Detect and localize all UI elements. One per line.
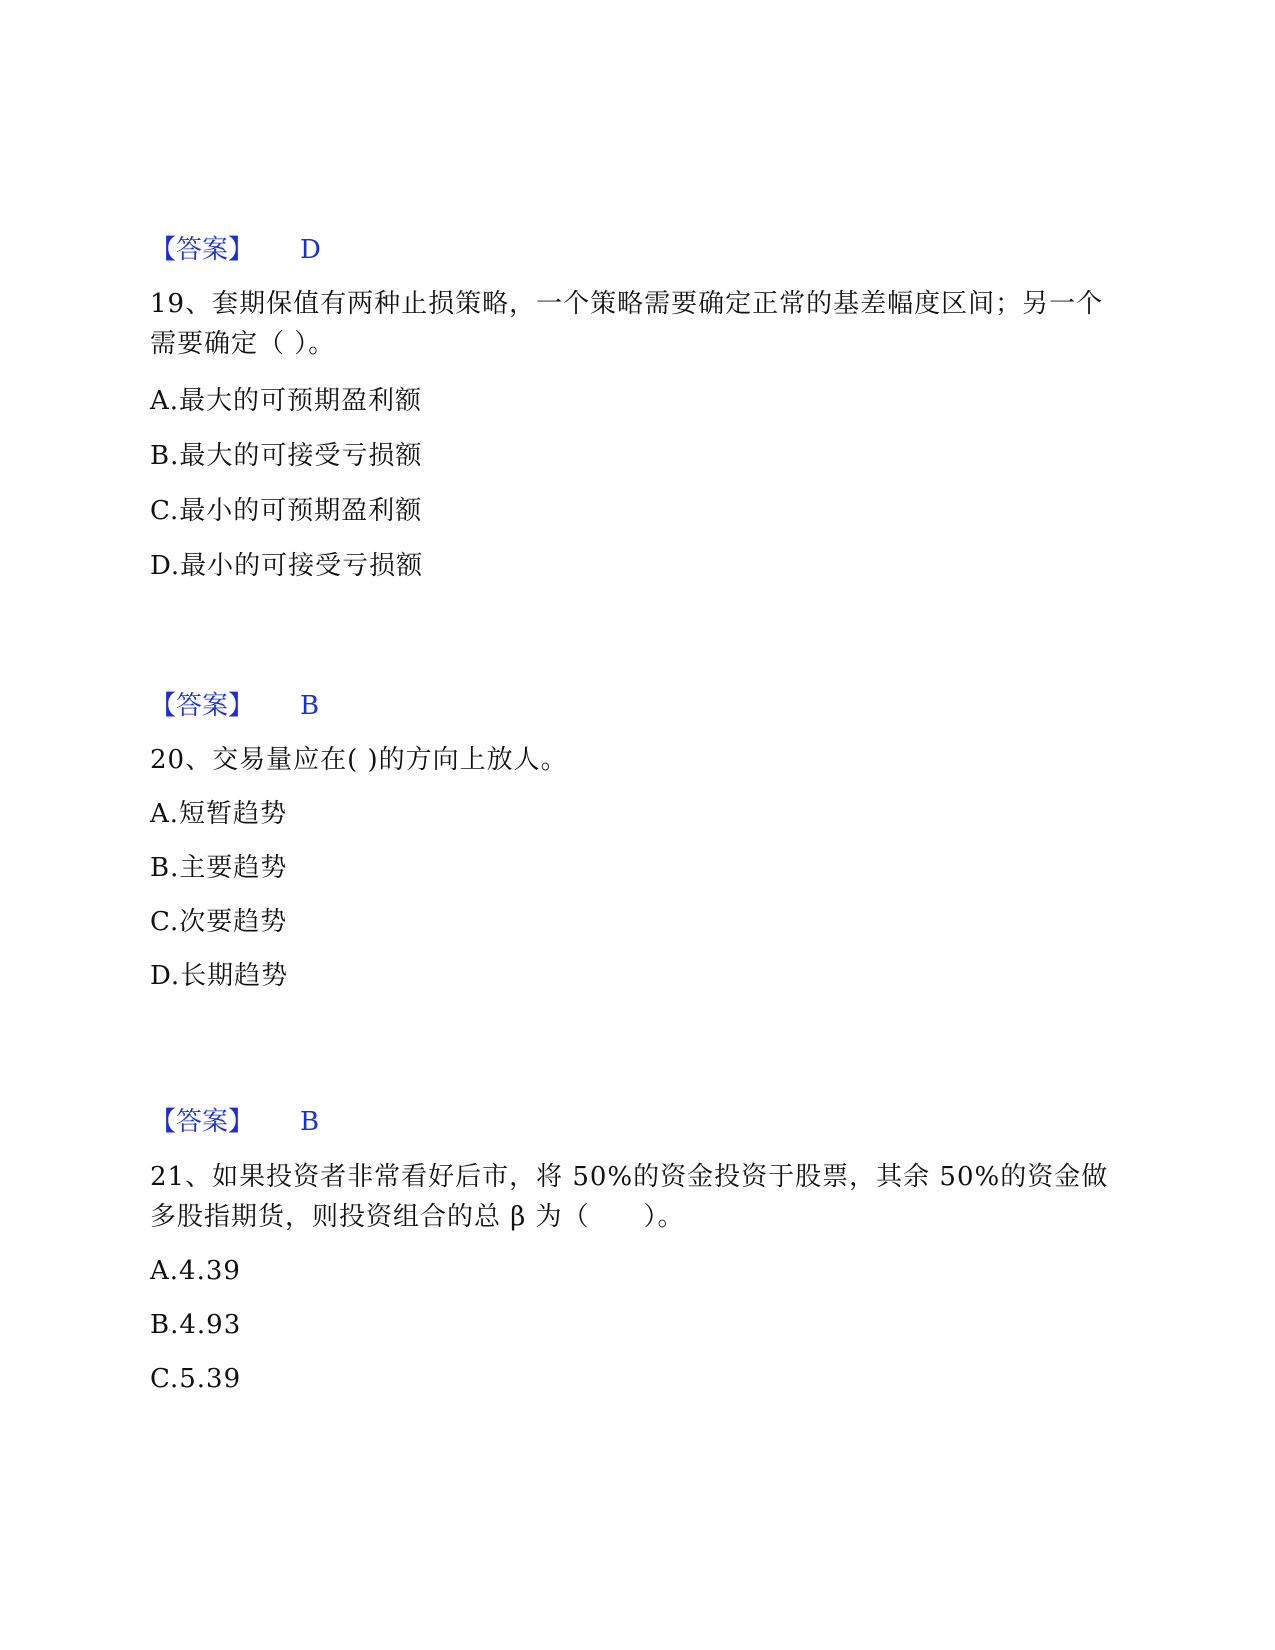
option-c: C.5.39 xyxy=(150,1364,242,1394)
answer-label: 【答案】 xyxy=(150,691,255,721)
option-b: B.4.93 xyxy=(150,1310,242,1340)
answer-line xyxy=(150,230,1110,270)
option-a: A.短暂趋势 xyxy=(150,799,288,829)
answer-value: D xyxy=(300,235,321,265)
option-d: D.最小的可接受亏损额 xyxy=(150,551,424,581)
answer-value: B xyxy=(300,1107,320,1137)
answer-label: 【答案】 xyxy=(150,1107,255,1137)
option-a: A.4.39 xyxy=(150,1256,241,1286)
question-block-20 xyxy=(150,740,1110,996)
answer-value: B xyxy=(300,691,320,721)
option-b: B.主要趋势 xyxy=(150,853,288,883)
question-text: 19、套期保值有两种止损策略，一个策略需要确定正常的基差幅度区间；另一个需要确定（ ）。 xyxy=(150,289,1104,359)
question-text: 21、如果投资者非常看好后市，将 50%的资金投资于股票，其余 50%的资金做多股指期货，则投资组合的总 β 为（ ）。 xyxy=(150,1162,1109,1232)
question-text: 20、交易量应在( )的方向上放人。 xyxy=(150,745,568,775)
answer-block-18 xyxy=(150,230,1110,270)
option-c: C.最小的可预期盈利额 xyxy=(150,496,423,526)
question-block-21 xyxy=(150,1157,1110,1399)
option-b: B.最大的可接受亏损额 xyxy=(150,441,423,471)
option-d: D.长期趋势 xyxy=(150,961,289,991)
option-c: C.次要趋势 xyxy=(150,907,288,937)
answer-block-20 xyxy=(150,1102,1110,1142)
answer-line xyxy=(150,1102,1110,1142)
answer-line xyxy=(150,686,1110,726)
answer-block-19 xyxy=(150,686,1110,726)
answer-label: 【答案】 xyxy=(150,235,255,265)
option-a: A.最大的可预期盈利额 xyxy=(150,386,423,416)
question-block-19 xyxy=(150,284,1110,586)
